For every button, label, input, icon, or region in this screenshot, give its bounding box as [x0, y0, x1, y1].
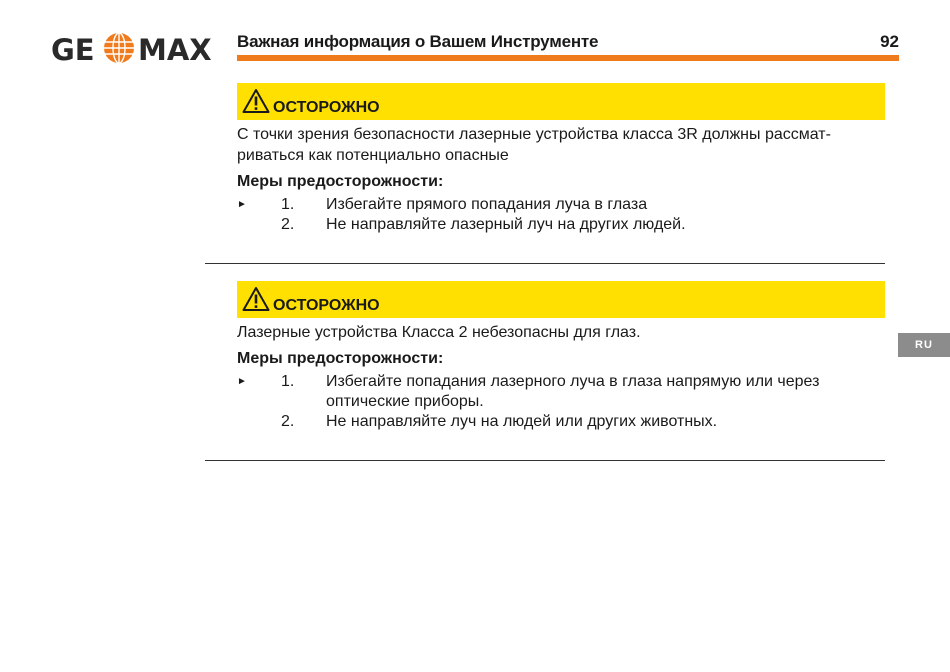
header-orange-rule: [237, 55, 899, 61]
warning-description: [237, 124, 885, 166]
step-text: Избегайте попадания лазерного луча в глаза напрямую или через: [326, 373, 820, 390]
warning-description-line: риваться как потенциально опасные: [237, 147, 509, 164]
precaution-step: [237, 412, 885, 432]
warning-description-line: С точки зрения безопасности лазерные устройства класса 3R должны рассмат-: [237, 126, 831, 143]
warning-label: ОСТОРОЖНО: [273, 297, 380, 314]
logo-text-right: MAX: [138, 33, 212, 66]
precautions-list: [237, 372, 885, 432]
warning-banner: [237, 281, 885, 318]
precaution-step: [237, 195, 885, 215]
warning-block-1: [237, 83, 885, 235]
precautions-title: Меры предосторожности:: [237, 350, 444, 367]
step-number: 1.: [281, 373, 295, 390]
geomax-logo: [51, 30, 219, 66]
step-text: оптические приборы.: [326, 393, 484, 410]
warning-triangle-icon: [242, 286, 270, 312]
step-number: 2.: [281, 216, 295, 233]
step-number: 2.: [281, 413, 295, 430]
step-text: Не направляйте луч на людей или других животных.: [326, 413, 718, 430]
logo-globe-icon: [104, 33, 134, 63]
section-divider: [205, 460, 885, 461]
warning-description: [237, 322, 885, 343]
section-divider: [205, 263, 885, 264]
step-text: Не направляйте лазерный луч на других людей.: [326, 216, 686, 233]
bullet-arrow-icon: ►: [237, 199, 247, 210]
language-tab-ru[interactable]: RU: [898, 333, 950, 357]
precautions-list: [237, 195, 885, 235]
step-number: 1.: [281, 196, 295, 213]
precaution-step: [237, 215, 885, 235]
step-text: Избегайте прямого попадания луча в глаза: [326, 196, 648, 213]
warning-banner: [237, 83, 885, 120]
warning-block-2: [237, 281, 885, 432]
page-number: 92: [880, 32, 899, 51]
warning-label: ОСТОРОЖНО: [273, 99, 380, 116]
warning-description-line: Лазерные устройства Класса 2 небезопасны для глаз.: [237, 324, 641, 341]
warning-triangle-icon: [242, 88, 270, 114]
logo-text-left: GE: [51, 33, 95, 66]
precaution-step: [237, 372, 885, 412]
page-header-title: Важная информация о Вашем Инструменте: [237, 32, 599, 51]
precautions-title: Меры предосторожности:: [237, 173, 444, 190]
bullet-arrow-icon: ►: [237, 376, 247, 387]
